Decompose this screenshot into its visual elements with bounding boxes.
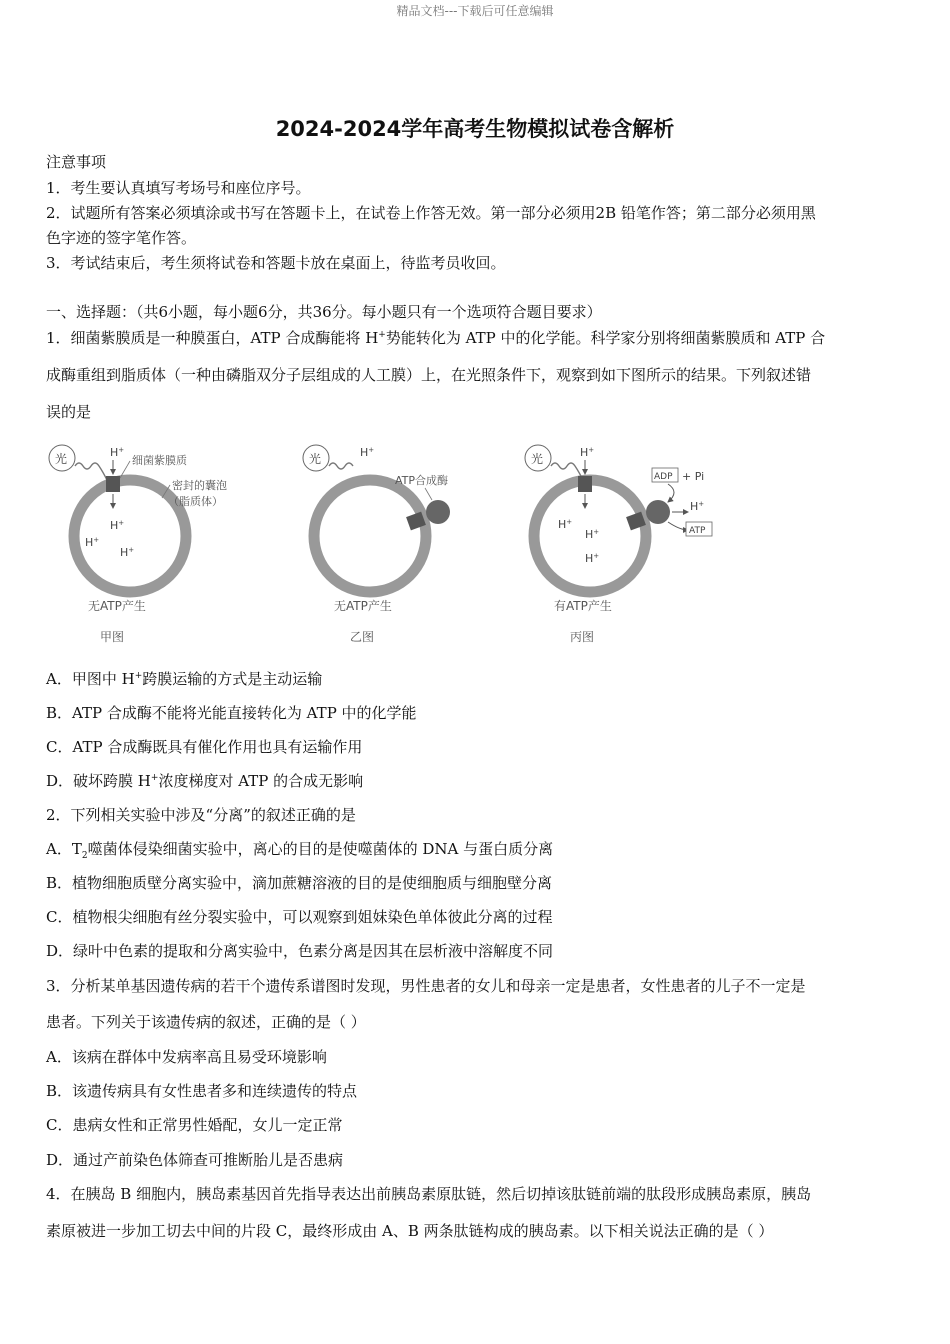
light-label-a: 光	[55, 452, 68, 466]
light-wave-b	[329, 463, 353, 469]
page-title: 2024-2024学年高考生物模拟试卷含解析	[275, 117, 675, 141]
h-label-c3: H+	[585, 528, 600, 541]
light-label-b: 光	[309, 452, 322, 466]
vesicle-label-2: （脂质体）	[168, 495, 223, 508]
h-label-c1: H+	[580, 446, 595, 459]
purple-membrane-protein-c	[578, 476, 592, 492]
q3-stem-line-2: 患者。下列关于该遗传病的叙述，正确的是（ ）	[46, 1013, 366, 1031]
h-label-c2: H+	[558, 518, 573, 531]
notice-item-3: 3．考试结束后，考生须将试卷和答题卡放在桌面上，待监考员收回。	[46, 254, 506, 272]
q4-stem-line-2: 素原被进一步加工切去中间的片段 C，最终形成由 A、B 两条肽链构成的胰岛素。以下相关说法正确的是（ ）	[46, 1222, 774, 1240]
notice-item-2-cont: 色字迹的签字笔作答。	[46, 229, 197, 247]
notice-item-1: 1．考生要认真填写考场号和座位序号。	[46, 179, 311, 197]
panel-c	[525, 445, 712, 644]
header-note: 精品文档---下载后可任意编辑	[396, 4, 554, 18]
q1-stem-line-1: 1．细菌紫膜质是一种膜蛋白，ATP 合成酶能将 H+势能转化为 ATP 中的化学能。科学家分别将细菌紫膜质和 ATP 合	[46, 329, 826, 347]
q2-option-c: C．植物根尖细胞有丝分裂实验中，可以观察到姐妹染色单体彼此分离的过程	[46, 908, 553, 926]
q2-stem: 2．下列相关实验中涉及“分离”的叙述正确的是	[46, 806, 356, 824]
h-label-c4: H+	[585, 552, 600, 565]
purple-membrane-label: 细菌紫膜质	[132, 454, 187, 467]
panel-a	[49, 445, 227, 644]
q2-option-b: B．植物细胞质壁分离实验中，滴加蔗糖溶液的目的是使细胞质与细胞壁分离	[46, 874, 553, 892]
q4-stem-line-1: 4．在胰岛 B 细胞内，胰岛素基因首先指导表达出前胰岛素原肽链，然后切掉该肽链前端的肽段形成胰岛素原，胰岛	[46, 1185, 812, 1203]
atp-synthase-head-b	[426, 500, 450, 524]
vesicle-label-1: 密封的囊泡	[172, 479, 227, 492]
pi-label: + Pi	[682, 470, 705, 483]
q3-stem-line-1: 3．分析某单基因遗传病的若干个遗传系谱图时发现，男性患者的女儿和母亲一定是患者，女性患者的儿子不一定是	[46, 977, 806, 995]
q2-option-a: A．$T_2$噬菌体侵染细菌实验中，离心的目的是使噬菌体的 DNA 与蛋白质分离	[46, 840, 554, 861]
notice-item-2: 2．试题所有答案必须填涂或书写在答题卡上，在试卷上作答无效。第一部分必须用2B 铅笔作答；第二部分必须用黑	[46, 204, 816, 222]
section-heading: 一、选择题：（共6小题，每小题6分，共36分。每小题只有一个选项符合题目要求）	[46, 303, 602, 321]
h-label-a4: H+	[120, 546, 135, 559]
q1-stem-line-3: 误的是	[46, 403, 92, 421]
notice-heading: 注意事项	[46, 153, 107, 171]
adp-label: ADP	[654, 472, 673, 482]
q1-option-a: A．甲图中 H+跨膜运输的方式是主动运输	[46, 670, 323, 688]
panel-b	[303, 445, 450, 644]
label-b: 乙图	[350, 630, 375, 644]
light-label-c: 光	[531, 452, 544, 466]
label-a: 甲图	[100, 630, 125, 644]
q3-option-c: C．患病女性和正常男性婚配，女儿一定正常	[46, 1116, 343, 1134]
q1-stem-line-2: 成酶重组到脂质体（一种由磷脂双分子层组成的人工膜）上，在光照条件下，观察到如下图所示的结果。下列叙述错	[46, 366, 812, 384]
q1-option-b: B．ATP 合成酶不能将光能直接转化为 ATP 中的化学能	[46, 704, 417, 722]
atp-synthase-head-c	[646, 500, 670, 524]
h-label-b1: H+	[360, 446, 375, 459]
h-label-a3: H+	[85, 536, 100, 549]
result-c: 有ATP产生	[554, 599, 612, 613]
q1-figure	[40, 436, 740, 651]
h-label-c5: H+	[690, 500, 705, 513]
purple-membrane-protein-a	[106, 476, 120, 492]
atp-synthase-label: ATP合成酶	[395, 474, 449, 487]
atp-label: ATP	[689, 526, 706, 536]
h-label-a2: H+	[110, 519, 125, 532]
liposome-ring-b	[314, 480, 426, 592]
label-c: 丙图	[570, 630, 595, 644]
q1-option-d: D．破坏跨膜 H+浓度梯度对 ATP 的合成无影响	[46, 772, 364, 790]
result-a: 无ATP产生	[88, 599, 146, 613]
result-b: 无ATP产生	[334, 599, 392, 613]
q2-option-d: D．绿叶中色素的提取和分离实验中，色素分离是因其在层析液中溶解度不同	[46, 942, 554, 960]
light-wave-a	[75, 463, 107, 480]
q3-option-b: B．该遗传病具有女性患者多和连续遗传的特点	[46, 1082, 358, 1100]
q1-option-c: C．ATP 合成酶既具有催化作用也具有运输作用	[46, 738, 363, 756]
q3-option-d: D．通过产前染色体筛查可推断胎儿是否患病	[46, 1151, 344, 1169]
q3-option-a: A．该病在群体中发病率高且易受环境影响	[46, 1048, 327, 1066]
h-label-a1: H+	[110, 446, 125, 459]
